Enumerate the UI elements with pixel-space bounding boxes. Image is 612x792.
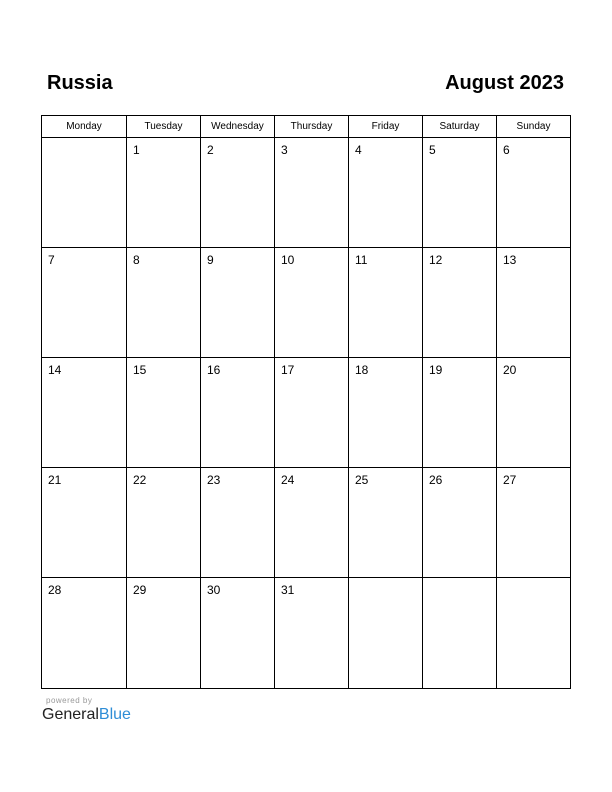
day-number: 30 [207,583,221,597]
day-cell [42,248,127,357]
weekday-friday: Friday [349,116,423,137]
day-cell [423,248,497,357]
weekday-tuesday: Tuesday [127,116,201,137]
week-row-5 [42,578,570,688]
day-cell [349,468,423,577]
day-cell [127,138,201,247]
weekday-saturday: Saturday [423,116,497,137]
day-cell [423,358,497,467]
day-number: 16 [207,363,221,377]
day-cell [201,138,275,247]
weekday-monday: Monday [42,116,127,137]
day-cell [423,138,497,247]
day-number: 19 [429,363,443,377]
day-cell [349,138,423,247]
calendar-grid [41,115,571,689]
month-year-title: August 2023 [445,72,564,94]
day-number: 11 [355,253,368,267]
day-number: 7 [48,253,55,267]
day-cell [349,248,423,357]
day-cell [201,248,275,357]
country-title: Russia [47,72,113,94]
day-cell [42,468,127,577]
day-number: 26 [429,473,443,487]
day-number: 25 [355,473,369,487]
day-number: 23 [207,473,221,487]
generalblue-logo[interactable] [42,706,131,724]
week-row-2 [42,248,570,358]
brand-general-text: General [42,706,99,723]
day-number: 10 [281,253,295,267]
day-cell [349,358,423,467]
day-number: 21 [48,473,62,487]
powered-by-label: powered by [46,696,93,705]
day-cell [42,578,127,688]
day-number: 17 [281,363,295,377]
day-cell [275,138,349,247]
day-cell [497,138,570,247]
day-number: 1 [133,143,140,157]
day-cell [201,358,275,467]
day-cell [127,578,201,688]
day-cell [275,468,349,577]
day-cell [275,248,349,357]
day-number: 27 [503,473,517,487]
day-cell [201,578,275,688]
day-cell [201,468,275,577]
day-number: 28 [48,583,62,597]
brand-blue-text: Blue [98,706,131,723]
week-row-4 [42,468,570,578]
day-cell [275,578,349,688]
day-number: 6 [503,143,510,157]
day-cell [127,248,201,357]
day-cell [42,358,127,467]
day-number: 8 [133,253,140,267]
day-cell [423,578,497,688]
day-cell [497,248,570,357]
week-row-1 [42,138,570,248]
day-number: 15 [133,363,147,377]
day-number: 9 [207,253,214,267]
day-number: 24 [281,473,295,487]
weekday-header-row [42,116,570,138]
day-number: 12 [429,253,443,267]
day-number: 2 [207,143,214,157]
day-cell [42,138,127,247]
day-cell [127,468,201,577]
day-number: 29 [133,583,147,597]
footer-branding [42,696,131,724]
day-cell [497,358,570,467]
day-cell [497,578,570,688]
day-number: 14 [48,363,62,377]
day-number: 5 [429,143,436,157]
day-number: 22 [133,473,147,487]
day-cell [275,358,349,467]
weekday-wednesday: Wednesday [201,116,275,137]
week-row-3 [42,358,570,468]
day-cell [349,578,423,688]
day-cell [423,468,497,577]
day-number: 20 [503,363,517,377]
day-number: 4 [355,143,362,157]
weekday-sunday: Sunday [516,121,551,132]
day-number: 31 [281,583,295,597]
day-cell [127,358,201,467]
day-number: 3 [281,143,288,157]
day-cell [497,468,570,577]
weekday-thursday: Thursday [275,116,349,137]
day-number: 18 [355,363,369,377]
day-number: 13 [503,253,517,267]
